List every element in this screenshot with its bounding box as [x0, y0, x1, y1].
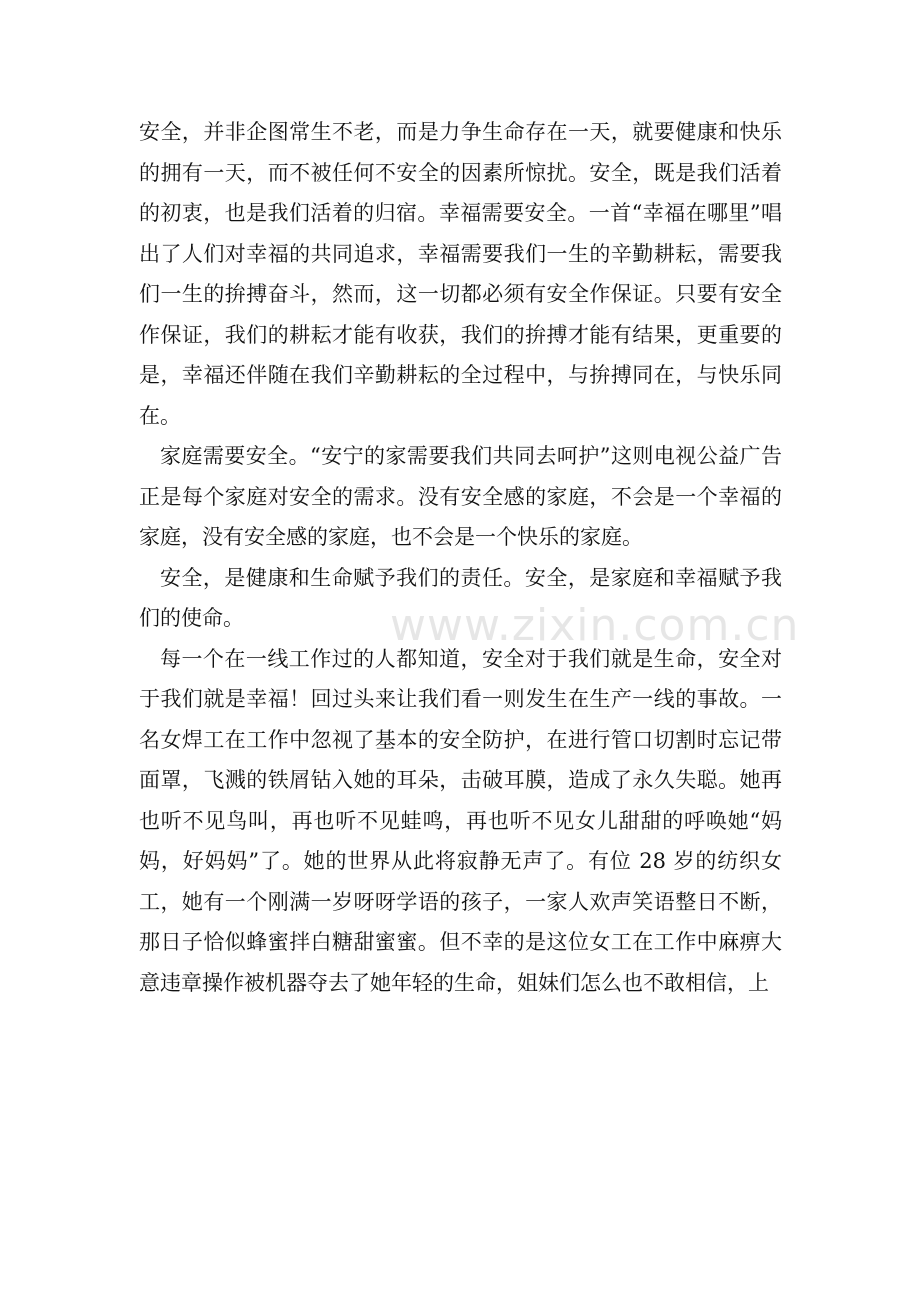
document-body — [139, 112, 782, 1003]
paragraph-responsibility: 安全，是健康和生命赋予我们的责任。安全，是家庭和幸福赋予我们的使命。 — [139, 565, 782, 630]
paragraph-safety-happiness: 安全，并非企图常生不老，而是力争生命存在一天，就要健康和快乐的拥有一天，而不被任何不安全的因素所惊扰。安全，既是我们活着的初衷，也是我们活着的归宿。幸福需要安全。一首“幸福在哪里”唱出了人们对幸福的共同追求，幸福需要我们一生的辛勤耕耘，需要我们一生的拚搏奋斗，然而，这一切都必须有安全作保证。只要有安全作保证，我们的耕耘才能有收获，我们的拚搏才能有结果，更重要的是，幸福还伴随在我们辛勤耕耘的全过程中，与拚搏同在，与快乐同在。 — [139, 120, 782, 428]
paragraph-family-safety: 家庭需要安全。“安宁的家需要我们共同去呵护”这则电视公益广告正是每个家庭对安全的需求。没有安全感的家庭，不会是一个幸福的家庭，没有安全感的家庭，也不会是一个快乐的家庭。 — [139, 444, 782, 549]
watermark: www.zixin.com.cn — [390, 600, 800, 651]
paragraph-frontline-accidents: 每一个在一线工作过的人都知道，安全对于我们就是生命，安全对于我们就是幸福！回过头来让我们看一则发生在生产一线的事故。一名女焊工在工作中忽视了基本的安全防护，在进行管口切割时忘记带面罩，飞溅的铁屑钻入她的耳朵，击破耳膜，造成了永久失聪。她再也听不见鸟叫，再也听不见蛙鸣，再也听不见女儿甜甜的呼唤她“妈妈，好妈妈”了。她的世界从此将寂静无声了。有位 28 岁的纺织女工，她有一个刚满一岁呀呀学语的孩子，一家人欢声笑语整日不断，那日子恰似蜂蜜拌白糖甜蜜蜜。但不幸的是这位女工在工作中麻痹大意违章操作被机器夺去了她年轻的生命，姐妹们怎么也不敢相信，上 — [139, 646, 782, 995]
